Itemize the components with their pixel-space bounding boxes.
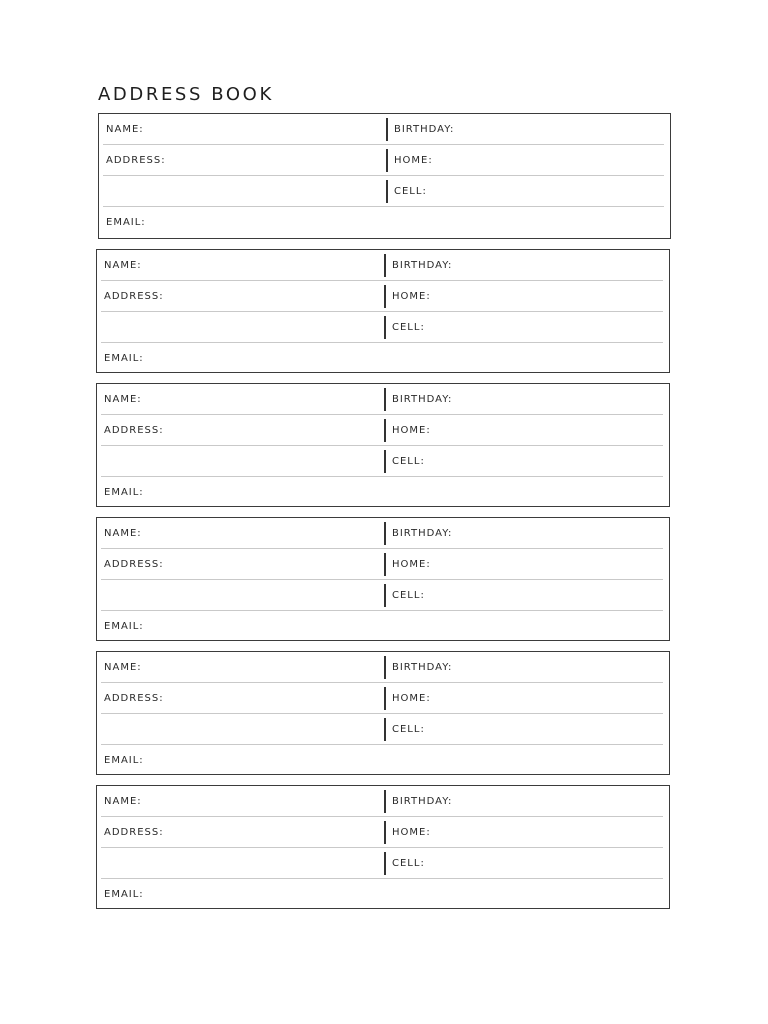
entry-row <box>101 312 663 343</box>
entry-row <box>101 714 663 745</box>
address-entry-card <box>96 249 670 373</box>
birthday-label: BIRTHDAY: <box>394 124 455 135</box>
cell-label: CELL: <box>394 186 427 197</box>
entry-row <box>103 145 664 176</box>
email-label: EMAIL: <box>104 889 144 900</box>
entry-row <box>101 817 663 848</box>
column-divider <box>384 656 386 679</box>
entry-row <box>101 745 663 774</box>
birthday-label: BIRTHDAY: <box>392 662 453 673</box>
column-divider <box>384 852 386 875</box>
entry-row <box>101 477 663 506</box>
entry-row <box>101 879 663 908</box>
email-label: EMAIL: <box>104 487 144 498</box>
cell-label: CELL: <box>392 858 425 869</box>
column-divider <box>384 790 386 813</box>
column-divider <box>384 584 386 607</box>
home-label: HOME: <box>392 291 431 302</box>
column-divider <box>384 522 386 545</box>
column-divider <box>386 180 388 203</box>
column-divider <box>386 149 388 172</box>
column-divider <box>384 388 386 411</box>
cell-label: CELL: <box>392 456 425 467</box>
birthday-label: BIRTHDAY: <box>392 796 453 807</box>
column-divider <box>384 687 386 710</box>
name-label: NAME: <box>104 796 142 807</box>
email-label: EMAIL: <box>104 353 144 364</box>
column-divider <box>384 419 386 442</box>
address-entry-card <box>96 383 670 507</box>
entry-row <box>101 580 663 611</box>
column-divider <box>384 553 386 576</box>
entry-row <box>101 343 663 372</box>
page-title: ADDRESS BOOK <box>98 84 274 105</box>
column-divider <box>384 718 386 741</box>
name-label: NAME: <box>104 528 142 539</box>
cell-label: CELL: <box>392 322 425 333</box>
home-label: HOME: <box>392 693 431 704</box>
address-entry-card <box>96 785 670 909</box>
column-divider <box>386 118 388 141</box>
address-entry-card <box>98 113 671 239</box>
cell-label: CELL: <box>392 724 425 735</box>
address-label: ADDRESS: <box>104 693 164 704</box>
birthday-label: BIRTHDAY: <box>392 260 453 271</box>
name-label: NAME: <box>104 662 142 673</box>
entry-row <box>103 207 664 238</box>
column-divider <box>384 450 386 473</box>
email-label: EMAIL: <box>106 217 146 228</box>
entry-row <box>101 518 663 549</box>
home-label: HOME: <box>392 559 431 570</box>
address-label: ADDRESS: <box>104 559 164 570</box>
entry-row <box>101 384 663 415</box>
email-label: EMAIL: <box>104 621 144 632</box>
entry-row <box>101 683 663 714</box>
entry-row <box>101 652 663 683</box>
email-label: EMAIL: <box>104 755 144 766</box>
name-label: NAME: <box>106 124 144 135</box>
entry-row <box>101 415 663 446</box>
home-label: HOME: <box>394 155 433 166</box>
birthday-label: BIRTHDAY: <box>392 528 453 539</box>
entry-row <box>101 446 663 477</box>
entry-row <box>101 786 663 817</box>
birthday-label: BIRTHDAY: <box>392 394 453 405</box>
entry-row <box>101 848 663 879</box>
column-divider <box>384 254 386 277</box>
entry-row <box>101 281 663 312</box>
address-label: ADDRESS: <box>104 827 164 838</box>
entry-row <box>103 114 664 145</box>
address-entry-card <box>96 517 670 641</box>
home-label: HOME: <box>392 827 431 838</box>
column-divider <box>384 316 386 339</box>
address-label: ADDRESS: <box>104 291 164 302</box>
entry-row <box>101 611 663 640</box>
column-divider <box>384 285 386 308</box>
address-label: ADDRESS: <box>104 425 164 436</box>
address-label: ADDRESS: <box>106 155 166 166</box>
cell-label: CELL: <box>392 590 425 601</box>
home-label: HOME: <box>392 425 431 436</box>
entry-row <box>101 250 663 281</box>
name-label: NAME: <box>104 394 142 405</box>
address-entry-card <box>96 651 670 775</box>
entry-row <box>103 176 664 207</box>
entry-row <box>101 549 663 580</box>
column-divider <box>384 821 386 844</box>
name-label: NAME: <box>104 260 142 271</box>
